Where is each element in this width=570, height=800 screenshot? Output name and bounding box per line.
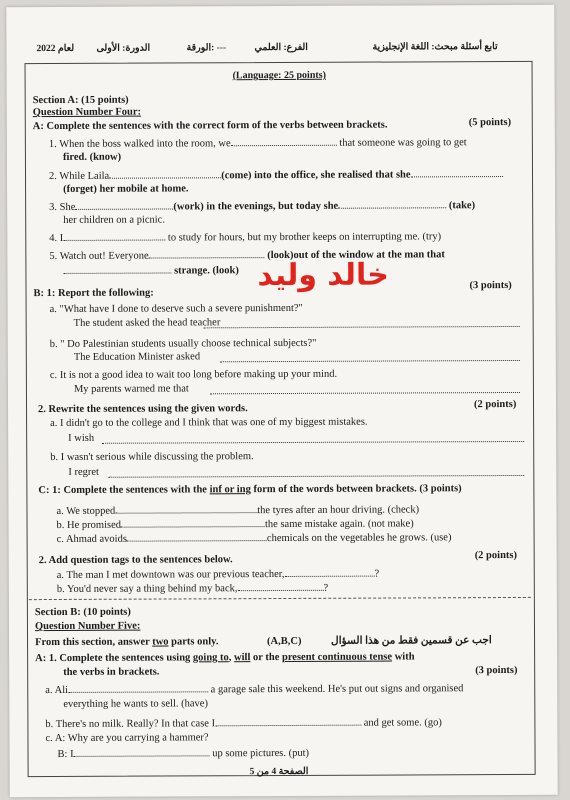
item-text: When the boss walked into the room, we	[59, 138, 231, 150]
answer-blank[interactable]	[63, 264, 171, 273]
part-c1-title	[38, 483, 461, 497]
answer-blank[interactable]	[109, 169, 221, 178]
item-number: c.	[56, 533, 64, 545]
title-text: ,	[228, 652, 235, 664]
c2-item-a	[57, 568, 379, 583]
item-text: strange. (look)	[174, 265, 239, 277]
sb-item-c	[45, 732, 208, 745]
header-paper: الورقة: ---	[186, 43, 227, 54]
answer-blank[interactable]	[338, 199, 446, 208]
item-number: b.	[45, 719, 54, 731]
item-text: up some pictures. (put)	[212, 747, 310, 760]
title-text: or the	[250, 652, 283, 664]
item-number: b.	[50, 451, 59, 464]
section-b-title: Section B: (10 points)	[34, 606, 131, 619]
answer-blank[interactable]	[63, 232, 165, 241]
answer-blank[interactable]	[411, 168, 503, 177]
answer-blank[interactable]	[68, 683, 208, 693]
title-text: A: 1. Complete the sentences using	[35, 652, 193, 665]
section-b-instruction-arabic: اجب عن قسمين فقط من هذا السؤال	[331, 635, 492, 647]
b2-item-a	[50, 417, 367, 431]
header-session: الدورة: الأولى	[96, 43, 151, 54]
answer-blank[interactable]	[115, 504, 257, 514]
answer-blank[interactable]	[284, 568, 374, 577]
item-text: (take)	[448, 200, 476, 212]
title-emphasis: present continuous tense	[281, 651, 393, 664]
b1-item-c	[50, 369, 337, 383]
a-item-3-cont: her children on a picnic.	[63, 214, 165, 226]
item-text: We stopped	[66, 505, 116, 517]
b1-item-c-answer: My parents warned me that	[73, 383, 189, 395]
language-title: (Language: 25 points)	[232, 69, 326, 82]
item-number: a.	[45, 685, 53, 697]
header-subject: تابع أسئلة مبحث: اللغة الإنجليزية	[372, 42, 498, 53]
item-number: a.	[49, 303, 57, 316]
item-text: While Laila	[59, 170, 110, 182]
part-a-title: A: Complete the sentences with the correct form of the verbs between brackets.	[32, 119, 388, 133]
item-text: It is not a good idea to wait too long before making up your mind.	[59, 368, 338, 381]
item-number: b.	[49, 338, 58, 351]
item-number: c.	[45, 733, 53, 745]
b1-item-a-answer: The student asked the head teacher	[73, 317, 221, 329]
item-text: ?	[323, 582, 329, 594]
item-text: She	[59, 201, 76, 213]
item-text: the same mistake again. (not make)	[264, 518, 414, 531]
watermark-text: خالد وليد	[257, 257, 389, 294]
part-b1-title: B: 1: Report the following:	[33, 287, 154, 300]
part-b-a1-title	[35, 651, 414, 665]
a-item-4	[49, 230, 441, 245]
section-b-instruction	[35, 636, 218, 649]
item-text: Watch out! Everyone	[59, 250, 149, 262]
item-number: a.	[56, 505, 64, 517]
item-number: 2.	[48, 170, 57, 183]
item-text: Ahmad avoids	[65, 533, 127, 545]
item-text: You'd never say a thing behind my back,	[66, 583, 238, 595]
a-item-3	[49, 199, 475, 214]
item-text: the tyres after an hour driving. (check)	[257, 504, 420, 517]
b1-item-b	[50, 338, 317, 352]
item-text: There's no milk. Really? In that case I	[55, 718, 216, 730]
a-item-5-cont	[63, 264, 238, 278]
title-emphasis: inf or ing	[209, 484, 251, 496]
page-footer: الصفحة 4 من 5	[249, 766, 309, 778]
item-text: to study for hours, but my brother keeps on interrupting me. (try)	[167, 231, 442, 244]
item-text: (look)out of the window at the man that	[267, 249, 445, 262]
part-b-a1-points: (3 points)	[475, 664, 518, 677]
a-item-1	[49, 136, 467, 151]
title-text: C: 1: Complete the sentences with the	[38, 484, 210, 497]
exam-sheet	[6, 5, 557, 797]
answer-blank[interactable]	[231, 137, 337, 146]
sb-item-a-cont: everything he wants to sell. (have)	[63, 698, 208, 710]
section-a-title: Section A: (15 points)	[32, 94, 129, 107]
item-text: (come) into the office, she realised that she	[221, 169, 411, 182]
answer-blank[interactable]	[75, 200, 173, 209]
instruction-text: From this section, answer	[35, 636, 153, 649]
c2-item-b	[57, 582, 328, 597]
b1-item-a	[50, 303, 303, 317]
answer-blank[interactable]	[149, 249, 265, 259]
item-text: "What have I done to deserve such a severe punishment?"	[59, 302, 303, 315]
b1-item-b-answer: The Education Minister asked	[73, 351, 201, 363]
item-text: I	[59, 232, 64, 244]
a-item-2-cont: (forget) her mobile at home.	[63, 183, 189, 195]
answer-blank[interactable]	[127, 532, 267, 542]
part-b2-title: 2. Rewrite the sentences using the given words.	[38, 403, 248, 416]
question-five-title: Question Number Five:	[34, 620, 141, 633]
section-b-parts: (A,B,C)	[267, 635, 302, 648]
part-b-a1-title-cont: the verbs in brackets.	[63, 666, 160, 678]
item-number: b.	[56, 519, 65, 531]
title-text: form of the words between brackets. (3 points)	[250, 483, 462, 496]
item-text: " Do Palestinian students usually choose technical subjects?"	[60, 337, 317, 350]
item-text: chemicals on the vegetables he grows. (use)	[266, 532, 452, 545]
b2-item-b-answer: I regret	[68, 466, 99, 478]
item-number: c.	[49, 369, 58, 382]
header-year: لعام 2022	[36, 43, 75, 55]
item-text: I didn't go to the college and I think that was one of my biggest mistakes.	[59, 416, 368, 429]
sb-item-b	[45, 716, 441, 731]
item-number: 5.	[49, 250, 58, 263]
title-emphasis: will	[234, 652, 251, 664]
item-text: ?	[374, 568, 380, 580]
title-text: with	[392, 651, 415, 663]
item-text: B: I	[57, 748, 74, 760]
header-branch: الفرع: العلمي	[254, 42, 308, 54]
a-item-2	[49, 168, 503, 184]
item-number: 4.	[49, 232, 58, 245]
c1-item-b	[57, 517, 414, 532]
item-text: He promised	[67, 519, 122, 531]
question-four-title: Question Number Four:	[32, 106, 142, 119]
answer-blank[interactable]	[215, 717, 361, 727]
item-number: b.	[56, 583, 65, 595]
item-text: Ali	[54, 684, 69, 696]
item-text: and get some. (go)	[363, 717, 442, 729]
title-emphasis: going to	[192, 652, 229, 664]
exam-header	[36, 41, 512, 61]
item-number: a.	[56, 569, 65, 581]
sb-item-c-answer	[58, 747, 310, 762]
answer-blank[interactable]	[121, 518, 265, 528]
c1-item-a	[56, 503, 419, 518]
part-b1-points: (3 points)	[469, 279, 512, 292]
part-b2-points: (2 points)	[473, 398, 517, 411]
item-text: I wasn't serious while discussing the problem.	[60, 451, 254, 463]
a-item-1-cont: fired. (know)	[62, 151, 122, 163]
item-text: (work) in the evenings, but today she	[173, 200, 339, 213]
part-c2-title: 2. Add question tags to the sentences below.	[38, 554, 233, 567]
sb-item-a	[45, 682, 463, 697]
b2-item-b	[50, 451, 253, 464]
item-number: 1.	[48, 138, 57, 151]
item-text: that someone was going to get	[339, 137, 467, 149]
item-text: The man I met downtown was our previous teacher,	[66, 568, 285, 581]
item-text: A: Why are you carrying a hammer?	[54, 732, 209, 744]
item-number: a.	[50, 417, 58, 430]
answer-blank[interactable]	[74, 747, 210, 757]
instruction-text: parts only.	[168, 636, 219, 648]
part-c2-points: (2 points)	[474, 549, 518, 562]
b2-item-a-answer: I wish	[68, 432, 95, 444]
answer-blank[interactable]	[237, 582, 323, 591]
c1-item-c	[57, 531, 452, 546]
part-a-points: (5 points)	[468, 116, 512, 129]
item-text: a garage sale this weekend. He's put out signs and organised	[210, 683, 464, 696]
instruction-emphasis: two	[152, 636, 169, 648]
item-number: 3.	[49, 201, 58, 214]
